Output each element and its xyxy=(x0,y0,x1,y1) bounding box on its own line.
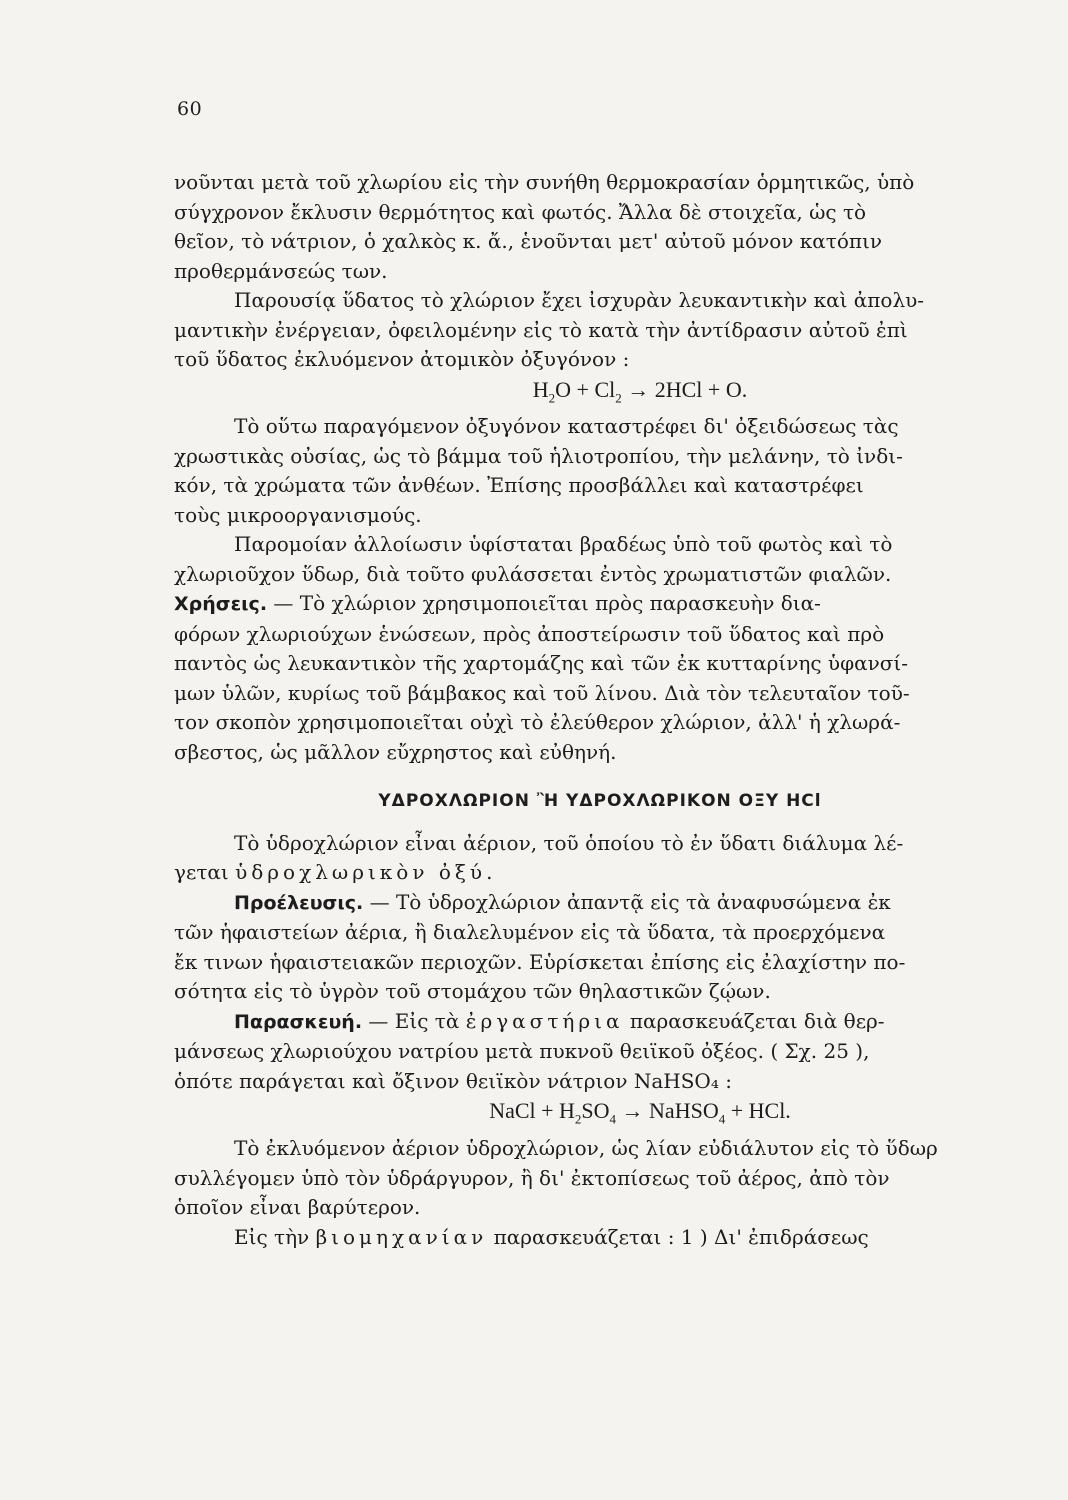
paragraph-definition xyxy=(174,829,1026,888)
text-body xyxy=(174,168,1026,1252)
formula-part: NaCl + H xyxy=(489,1098,575,1124)
page-number: 60 xyxy=(177,98,203,120)
text-line: σβεστος, ὡς μᾶλλον εὔχρηστος καὶ εὐθηνή. xyxy=(174,739,617,764)
chemical-equation-chlorine-water xyxy=(174,375,1026,413)
spaced-term: ἐργαστήρια xyxy=(465,1008,624,1033)
text-span: παρασκευάζεται διὰ θερ- xyxy=(623,1008,885,1033)
formula-part: → NaHSO xyxy=(616,1098,719,1124)
text-span: Εἰς τὴν xyxy=(234,1224,316,1249)
text-line: Παρομοίαν ἀλλοίωσιν ὑφίσταται βραδέως ὑπὸ τοῦ φωτὸς καὶ τὸ xyxy=(234,532,893,557)
section-origin xyxy=(174,888,1026,1007)
section-preparation xyxy=(174,1007,1026,1097)
section-uses xyxy=(174,589,1026,767)
text-line: Τὸ ὑδροχλώριον εἶναι ἀέριον, τοῦ ὁποίου τὸ ἐν ὕδατι διάλυμα λέ- xyxy=(234,830,904,855)
paragraph-light-alteration xyxy=(174,530,1026,589)
paragraph-bleaching xyxy=(174,286,1026,375)
paragraph-oxidation xyxy=(174,412,1026,530)
text-line: ὁπότε παράγεται καὶ ὄξινον θειϊκὸν νάτριον NaHSO₄ : xyxy=(174,1068,732,1093)
formula-part: + HCl. xyxy=(725,1098,791,1124)
origin-label: Προέλευσις. xyxy=(234,891,364,914)
formula-subscript: 2 xyxy=(615,389,622,405)
text-line: κόν, τὰ χρώματα τῶν ἀνθέων. Ἐπίσης προσβάλλει καὶ καταστρέφει xyxy=(174,473,864,498)
text-line: θεῖον, τὸ νάτριον, ὁ χαλκὸς κ. ἄ., ἑνοῦνται μετ' αὐτοῦ μόνον κατόπιν xyxy=(174,229,883,253)
text-line: Τὸ οὕτω παραγόμενον ὀξυγόνον καταστρέφει δι' ὀξειδώσεως τὰς xyxy=(234,414,899,439)
text-line: σότητα εἰς τὸ ὑγρὸν τοῦ στομάχου τῶν θηλαστικῶν ζῴων. xyxy=(174,979,771,1004)
formula-subscript: 4 xyxy=(718,1111,726,1127)
formula-subscript: 2 xyxy=(548,389,556,405)
formula-part: → 2HCl + O. xyxy=(621,376,748,402)
preparation-label: Παρασκευή. xyxy=(234,1010,363,1033)
text-line: χλωριοῦχον ὕδωρ, διὰ τοῦτο φυλάσσεται ἐντὸς χρωματιστῶν φιαλῶν. xyxy=(174,561,892,586)
formula-part: O + Cl xyxy=(555,376,616,402)
text-line: συλλέγομεν ὑπὸ τὸν ὑδράργυρον, ἢ δι' ἐκτοπίσεως τοῦ ἀέρος, ἀπὸ τὸν xyxy=(174,1165,890,1190)
formula-part: H xyxy=(532,376,549,402)
formula-part: SO xyxy=(581,1098,610,1124)
text-line: τῶν ἡφαιστείων ἀέρια, ἢ διαλελυμένον εἰς τὰ ὕδατα, τὰ προερχόμενα xyxy=(174,920,886,945)
text-line: νοῦνται μετὰ τοῦ χλωρίου εἰς τὴν συνήθη θερμοκρασίαν ὁρμητικῶς, ὑπὸ xyxy=(174,170,915,194)
text-line: τοὺς μικροοργανισμούς. xyxy=(174,502,422,527)
text-line: τοῦ ὕδατος ἐκλυόμενον ἀτομικὸν ὀξυγόνον : xyxy=(174,347,630,371)
uses-label: Χρήσεις. xyxy=(174,593,268,616)
text-line: Τὸ ἐκλυόμενον ἀέριον ὑδροχλώριον, ὡς λίαν εὐδιάλυτον εἰς τὸ ὕδωρ xyxy=(234,1136,938,1161)
text-line: Παρουσίᾳ ὕδατος τὸ χλώριον ἔχει ἰσχυρὰν λευκαντικὴν καὶ ἀπολυ- xyxy=(234,288,925,312)
paragraph-industry xyxy=(174,1223,1026,1253)
text-span: — Τὸ ὑδροχλώριον ἀπαντᾷ εἰς τὰ ἀναφυσώμενα ἐκ xyxy=(363,889,891,914)
spaced-term: ὑδροχλωρικὸν ὀξύ xyxy=(235,860,487,885)
paragraph-collection xyxy=(174,1134,1026,1223)
text-line: φόρων χλωριούχων ἑνώσεων, πρὸς ἀποστείρωσιν τοῦ ὕδατος καὶ πρὸ xyxy=(174,621,885,646)
spaced-term: βιομηχανίαν xyxy=(315,1224,488,1249)
text-line: χρωστικὰς οὐσίας, ὡς τὸ βάμμα τοῦ ἡλιοτροπίου, τὴν μελάνην, τὸ ἰνδι- xyxy=(174,443,903,468)
text-line: μαντικὴν ἐνέργειαν, ὀφειλομένην εἰς τὸ κατὰ τὴν ἀντίδρασιν αὐτοῦ ἐπὶ xyxy=(174,317,908,342)
text-line: μων ὑλῶν, κυρίως τοῦ βάμβακος καὶ τοῦ λίνου. Διὰ τὸν τελευταῖον τοῦ- xyxy=(174,680,910,705)
section-heading-hydrochloric-acid: ΥΔΡΟΧΛΩΡΙΟΝ Ἢ ΥΔΡΟΧΛΩΡΙΚΟΝ ΟΞΥ HCl xyxy=(378,791,822,812)
paragraph-reaction-heat xyxy=(174,168,1026,286)
text-span: — Εἰς τὰ xyxy=(362,1008,466,1033)
chemical-equation-hcl-preparation xyxy=(174,1096,1026,1134)
text-line: προθερμάνσεώς των. xyxy=(174,258,388,283)
formula-subscript: 2 xyxy=(574,1111,582,1127)
text-line: τον σκοπὸν χρησιμοποιεῖται οὐχὶ τὸ ἐλεύθερον χλώριον, ἀλλ' ἡ χλωρά- xyxy=(174,710,901,735)
text-line: ἔκ τινων ἡφαιστειακῶν περιοχῶν. Εὑρίσκεται ἐπίσης εἰς ἐλαχίστην πο- xyxy=(174,949,906,974)
text-span: γεται xyxy=(174,860,236,885)
text-span: παρασκευάζεται : 1 ) Δι' ἐπιδράσεως xyxy=(487,1224,869,1249)
text-span: — Τὸ χλώριον χρησιμοποιεῖται πρὸς παρασκευὴν δια- xyxy=(267,591,821,616)
text-line: σύγχρονον ἔκλυσιν θερμότητος καὶ φωτός. Ἄλλα δὲ στοιχεῖα, ὡς τὸ xyxy=(174,199,867,224)
text-span: . xyxy=(486,860,493,885)
formula-subscript: 4 xyxy=(609,1111,617,1127)
text-line: παντὸς ὡς λευκαντικὸν τῆς χαρτομάζης καὶ τῶν ἐκ κυτταρίνης ὑφανσί- xyxy=(174,651,908,676)
text-line: μάνσεως χλωριούχου νατρίου μετὰ πυκνοῦ θειϊκοῦ ὀξέος. ( Σχ. 25 ), xyxy=(174,1039,870,1064)
text-line: ὁποῖον εἶναι βαρύτερον. xyxy=(174,1195,421,1220)
